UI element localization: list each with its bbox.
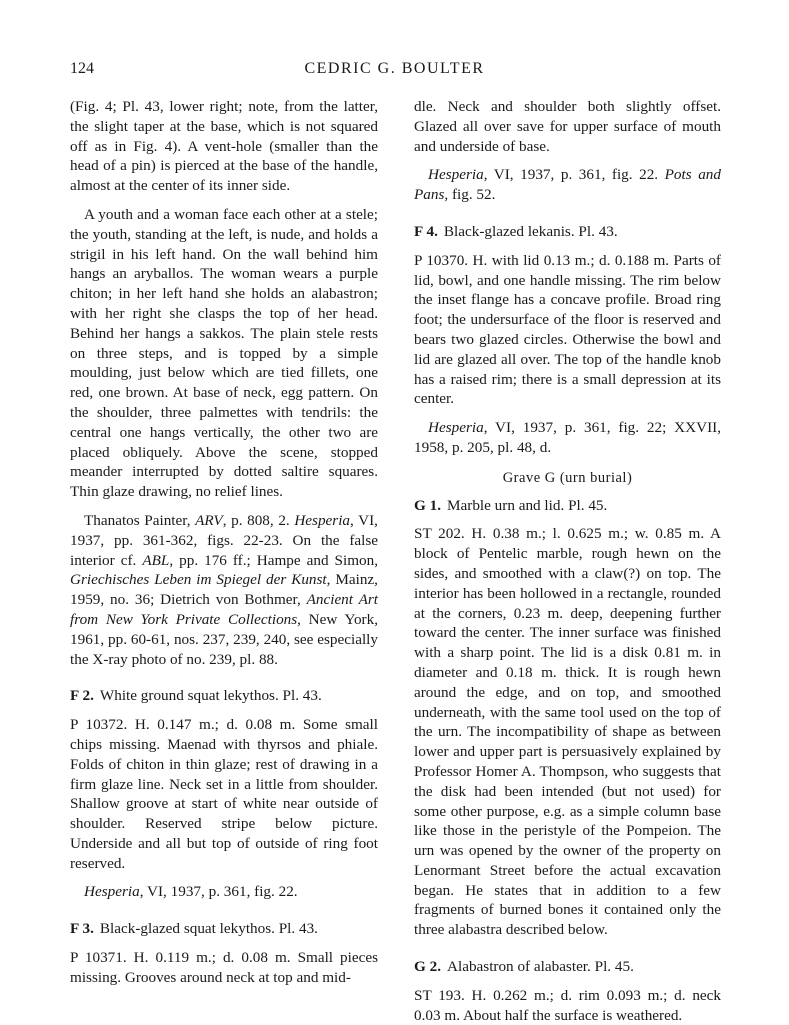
entry-heading-f4: F 4. Black-glazed lekanis. Pl. 43. xyxy=(414,222,618,240)
left-column xyxy=(70,97,378,988)
entry-heading-f3: F 3. Black-glazed squat lekythos. Pl. 43. xyxy=(70,920,318,938)
entry-description-g1: ST 202. H. 0.38 m.; l. 0.625 m.; w. 0.85 m. A block of Pentelic marble, rough hewn on the sides, and smoothed with a claw(?) on top. The interior has been hollowed in a rectangle, rounded at the corners, 0.23 m. deep, deepening further toward the center. The inner surface was finished with a sharp point. The lid is a disk 0.81 m. in diameter and 0.18 m. thick. It is rough hewn around the edge, and on top, and smoothed underneath, with the same tool used on the top of the urn. The incompatibility of shape as between lower and upper part is persuasively explained by Professor Homer A. Thompson, who suggests that the disk had been intended (but not used) for some other purpose, e.g. as a simple column base like those in the peristyle of the Pompeion. The urn was opened by the owner of the property on Lenormant Street before the actual excavation began. He states that in addition to a few fragments of burned bones it contained only the three alabastra described below. xyxy=(414,525,721,939)
entry-description-f3: P 10371. H. 0.119 m.; d. 0.08 m. Small pieces missing. Grooves around neck at top and mid- xyxy=(70,949,378,986)
entry-reference-f2: Hesperia, VI, 1937, p. 361, fig. 22. xyxy=(84,883,298,901)
paragraph-bibliography: Thanatos Painter, ARV, p. 808, 2. Hesperia, VI, 1937, pp. 361-362, figs. 22-23. On the false interior cf. ABL, pp. 176 ff.; Hampe and Simon, Griechisches Leben im Spiegel der Kunst, Mainz, 1959, no. 36; Dietrich von Bothmer, Ancient Art from New York Private Collections, New York, 1961, pp. 60-61, nos. 237, 239, 240, see especially the X-ray photo of no. 239, pl. 88. xyxy=(70,511,378,668)
running-head: CEDRIC G. BOULTER xyxy=(304,60,485,77)
page-number: 124 xyxy=(70,60,94,77)
entry-heading-g2: G 2. Alabastron of alabaster. Pl. 45. xyxy=(414,958,634,976)
entry-description-f2: P 10372. H. 0.147 m.; d. 0.08 m. Some small chips missing. Maenad with thyrsos and phiale. Folds of chiton in thin glaze; rest of drawing in a firm glaze line. Neck set in a little from shoulder. Shallow groove at start of white near outside of shoulder. Reserved stripe below picture. Underside and all but top of outside of ring foot reserved. xyxy=(70,716,378,872)
entry-heading-f2: F 2. White ground squat lekythos. Pl. 43. xyxy=(70,687,322,705)
entry-description-f4: P 10370. H. with lid 0.13 m.; d. 0.188 m. Parts of lid, bowl, and one handle missing. The rim below the inset flange has a concave profile. Broad ring foot; the undersurface of the floor is reserved and bears two glazed circles. Otherwise the bowl and lid are glazed all over. The top of the handle knob has a raised rim; there is a small depression at its center. xyxy=(414,251,721,408)
right-column xyxy=(414,97,721,1025)
entry-reference-f3: Hesperia, VI, 1937, p. 361, fig. 22. Pots and Pans, fig. 52. xyxy=(414,166,721,204)
entry-description-f3-continued: dle. Neck and shoulder both slightly offset. Glazed all over save for upper surface of mouth and underside of base. xyxy=(414,98,721,155)
paragraph-scene-description: A youth and a woman face each other at a stele; the youth, standing at the left, is nude, and holds a strigil in his left hand. On the wall behind him hangs an aryballos. The woman wears a purple chiton; in her left hand she holds an alabastron; with her right she clasps the top of her head. Behind her hangs a sakkos. The plain stele rests on three steps, and is topped by a simple moulding, just below which are tied fillets, one red, one brown. At base of neck, egg pattern. On the shoulder, three palmettes with tendrils: the central one hangs vertically, the other two are placed obliquely. Above the scene, stopped meander interrupted by dotted saltire squares. Thin glaze drawing, no relief lines. xyxy=(70,205,378,501)
paragraph-continuation: (Fig. 4; Pl. 43, lower right; note, from the latter, the slight taper at the base, which is not squared off as in Fig. 4). A vent-hole (smaller than the head of a pin) is pierced at the base of the handle, almost at the center of its inner side. xyxy=(70,98,378,195)
page-header xyxy=(0,60,789,84)
entry-heading-g1: G 1. Marble urn and lid. Pl. 45. xyxy=(414,496,608,514)
entry-reference-f4: Hesperia, VI, 1937, p. 361, fig. 22; XXVII, 1958, p. 205, pl. 48, d. xyxy=(414,419,721,456)
entry-description-g2: ST 193. H. 0.262 m.; d. rim 0.093 m.; d. neck 0.03 m. About half the surface is weathered. xyxy=(414,986,721,1024)
grave-heading: Grave G (urn burial) xyxy=(502,469,633,486)
